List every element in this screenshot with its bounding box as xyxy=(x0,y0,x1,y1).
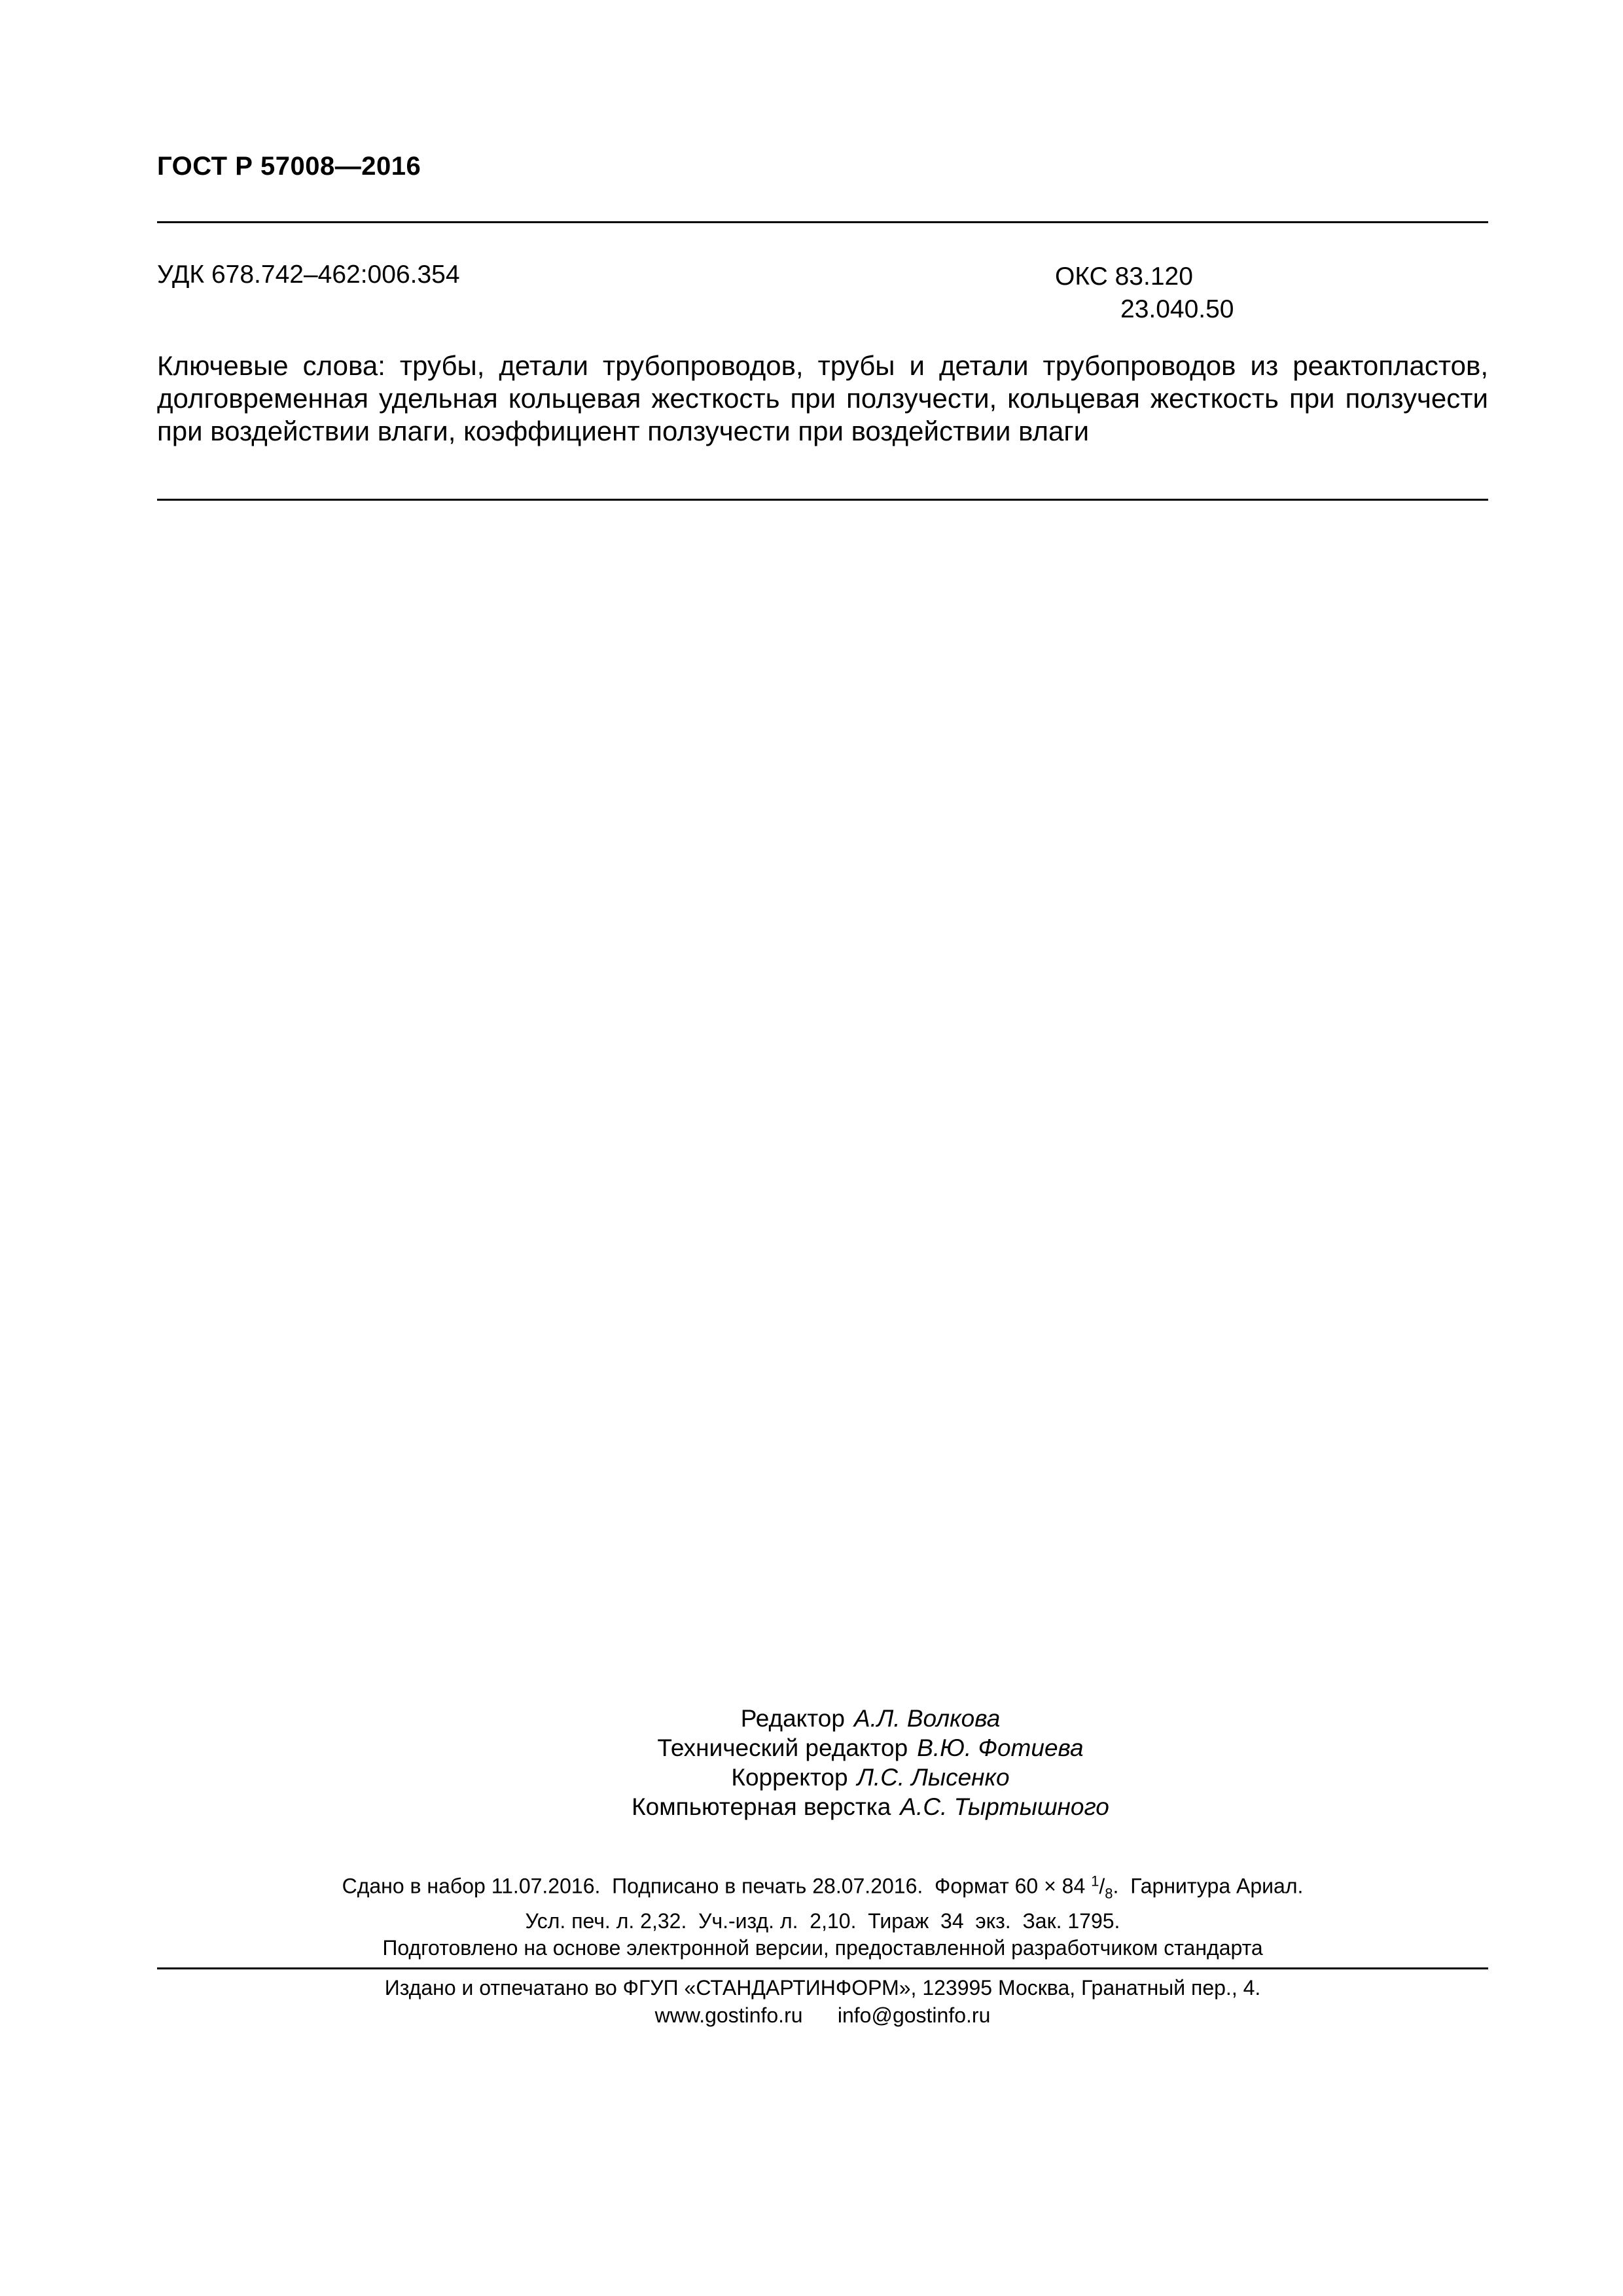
credit-proofreader xyxy=(484,1763,1257,1792)
credit-technical-editor xyxy=(484,1733,1257,1763)
prepared-note: Подготовлено на основе электронной версии, предоставленной разработчиком стандарта xyxy=(382,1936,1263,1960)
imprint-block xyxy=(157,1867,1488,1935)
credit-name: В.Ю. Фотиева xyxy=(917,1734,1084,1761)
fraction-denominator: 8 xyxy=(1105,1885,1113,1902)
oks-codes xyxy=(1055,260,1234,326)
credit-editor xyxy=(484,1704,1257,1733)
credit-layout xyxy=(484,1792,1257,1821)
imprint-text: . Гарнитура Ариал. xyxy=(1113,1874,1304,1898)
credit-role: Корректор xyxy=(731,1764,848,1791)
credit-name: А.Л. Волкова xyxy=(853,1705,1001,1732)
credits-block xyxy=(484,1704,1257,1821)
bottom-divider xyxy=(157,1967,1488,1969)
publisher-line: Издано и отпечатано во ФГУП «СТАНДАРТИНФОРМ», 123995 Москва, Гранатный пер., 4. xyxy=(384,1976,1261,2000)
website-link[interactable]: www.gostinfo.ru xyxy=(654,2003,803,2027)
document-title: ГОСТ Р 57008—2016 xyxy=(157,152,421,181)
oks-code-2: 23.040.50 xyxy=(1120,295,1234,323)
credit-role: Редактор xyxy=(740,1705,845,1732)
email-link[interactable]: info@gostinfo.ru xyxy=(837,2003,991,2027)
imprint-line-1 xyxy=(157,1867,1488,1907)
keywords-paragraph: Ключевые слова: трубы, детали трубопроводов, трубы и детали трубопроводов из реактопластов, долговременная удельная кольцевая жесткость при ползучести, кольцевая жесткость при ползучести при воздействии влаги, коэффициент ползучести при воздействии влаги xyxy=(157,350,1488,446)
udk-code: УДК 678.742–462:006.354 xyxy=(157,260,460,289)
oks-code-1: ОКС 83.120 xyxy=(1055,262,1193,291)
publisher-block xyxy=(157,1974,1488,2029)
credit-name: А.С. Тыртышного xyxy=(900,1793,1109,1820)
format-fraction: $^1/_8$ xyxy=(1091,1873,1113,1902)
credit-name: Л.С. Лысенко xyxy=(857,1764,1010,1791)
imprint-line-2: Усл. печ. л. 2,32. Уч.-изд. л. 2,10. Тираж 34 экз. Зак. 1795. xyxy=(525,1909,1120,1933)
credit-role: Компьютерная верстка xyxy=(632,1793,891,1820)
keywords-divider xyxy=(157,499,1488,501)
top-divider xyxy=(157,221,1488,223)
credit-role: Технический редактор xyxy=(657,1734,908,1761)
fraction-numerator: 1 xyxy=(1091,1873,1099,1889)
imprint-text: Сдано в набор 11.07.2016. Подписано в печать 28.07.2016. Формат 60 × 84 xyxy=(342,1874,1092,1898)
publisher-contacts xyxy=(157,2001,1488,2029)
